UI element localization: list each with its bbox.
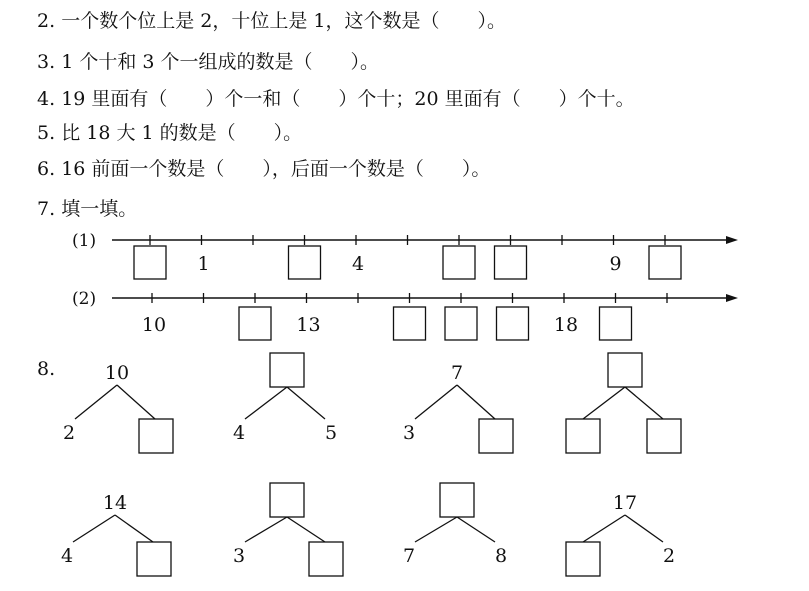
tree-branch	[415, 385, 457, 419]
answer-box[interactable]	[137, 542, 171, 576]
answer-box[interactable]	[443, 246, 475, 279]
question-number: 3.	[37, 51, 56, 73]
answer-box[interactable]	[566, 542, 600, 576]
tree-branch	[415, 517, 457, 542]
tree-branch	[583, 387, 625, 419]
answer-box[interactable]	[289, 246, 321, 279]
tree-top-number: 17	[612, 492, 638, 514]
answer-box[interactable]	[479, 419, 513, 453]
tree-top-number: 7	[450, 362, 464, 384]
tree-branch	[73, 515, 115, 542]
tree-left-number: 4	[232, 422, 246, 444]
number-line-label: (2)	[72, 289, 97, 309]
question-text: 一个数个位上是 2，十位上是 1，这个数是（ ）。	[61, 10, 506, 32]
tick-label: 1	[197, 253, 210, 275]
question-text: 19 里面有（ ）个一和（ ）个十；20 里面有（ ）个十。	[61, 88, 635, 110]
tree-branch	[625, 515, 663, 542]
question-number: 5.	[37, 122, 56, 144]
answer-box[interactable]	[495, 246, 527, 279]
tick-label: 4	[351, 253, 365, 275]
question-text: 1 个十和 3 个一组成的数是（ ）。	[61, 51, 379, 73]
tree-left-number: 2	[62, 422, 76, 444]
tree-branch	[75, 385, 117, 419]
question-text: 填一填。	[61, 198, 138, 220]
question-number: 7.	[37, 198, 56, 220]
answer-box[interactable]	[239, 307, 271, 340]
tick-label: 9	[609, 253, 622, 275]
question-8-number: 8.	[37, 358, 56, 380]
tree-right-number: 8	[494, 545, 508, 567]
tree-left-number: 7	[402, 545, 416, 567]
answer-box[interactable]	[394, 307, 426, 340]
tree-branch	[457, 517, 495, 542]
answer-box[interactable]	[566, 419, 600, 453]
question-number: 6.	[37, 158, 56, 180]
tree-top-number: 14	[102, 492, 128, 514]
tree-right-number: 2	[662, 545, 676, 567]
answer-box[interactable]	[649, 246, 681, 279]
question-number: 4.	[37, 88, 56, 110]
answer-box[interactable]	[600, 307, 632, 340]
tree-branch	[457, 385, 495, 419]
answer-box[interactable]	[445, 307, 477, 340]
answer-box[interactable]	[134, 246, 166, 279]
answer-box[interactable]	[139, 419, 173, 453]
tree-left-number: 3	[402, 422, 416, 444]
tree-branch	[245, 387, 287, 419]
answer-box[interactable]	[440, 483, 474, 517]
tree-left-number: 3	[232, 545, 246, 567]
answer-box[interactable]	[497, 307, 529, 340]
question-text: 16 前面一个数是（ ），后面一个数是（ ）。	[61, 158, 491, 180]
tree-branch	[117, 385, 155, 419]
answer-box[interactable]	[309, 542, 343, 576]
answer-box[interactable]	[647, 419, 681, 453]
tree-branch	[287, 517, 325, 542]
tree-left-number: 4	[60, 545, 74, 567]
answer-box[interactable]	[270, 353, 304, 387]
arrow-head-icon	[726, 294, 738, 302]
question-number: 2.	[37, 10, 56, 32]
question-text: 比 18 大 1 的数是（ ）。	[61, 122, 303, 144]
arrow-head-icon	[726, 236, 738, 244]
tree-branch	[583, 515, 625, 542]
tree-branch	[115, 515, 153, 542]
answer-box[interactable]	[608, 353, 642, 387]
answer-box[interactable]	[270, 483, 304, 517]
tree-right-number: 5	[324, 422, 338, 444]
tree-branch	[287, 387, 325, 419]
tick-label: 13	[296, 314, 321, 336]
tree-branch	[245, 517, 287, 542]
tick-label: 18	[553, 314, 579, 336]
tick-label: 10	[141, 314, 167, 336]
number-line-label: (1)	[72, 231, 97, 251]
tree-top-number: 10	[104, 362, 130, 384]
tree-branch	[625, 387, 663, 419]
